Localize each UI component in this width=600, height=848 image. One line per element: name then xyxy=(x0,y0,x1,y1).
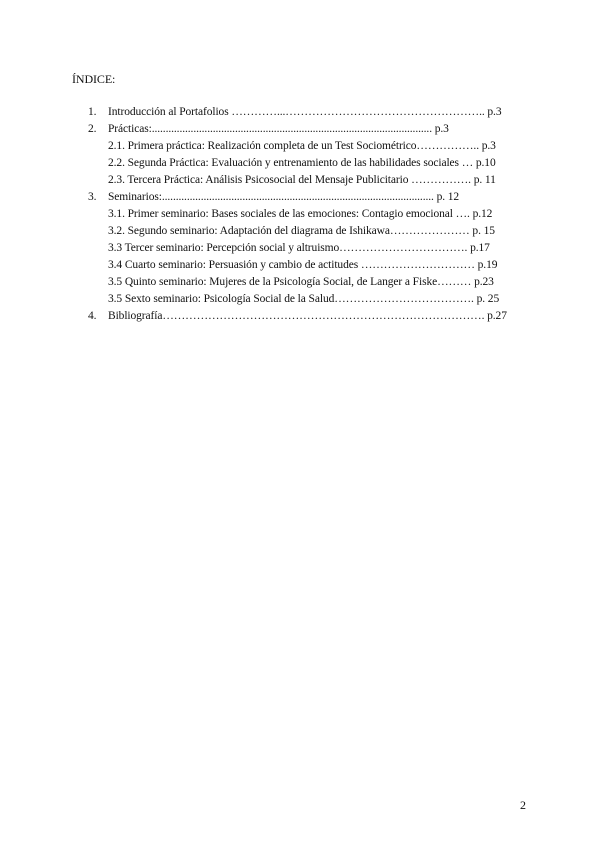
toc-subentry xyxy=(0,172,600,189)
toc-entry-text: Bibliografía…………………………………………………………………………. p.27 xyxy=(108,310,507,322)
toc-entry-number: 2. xyxy=(88,123,97,135)
toc-subentry xyxy=(0,291,600,308)
toc-subentry-text: 3.5 Quinto seminario: Mujeres de la Psicología Social, de Langer a Fiske……… p.23 xyxy=(108,276,494,288)
toc-subentry xyxy=(0,274,600,291)
toc-subentry-text: 2.3. Tercera Práctica: Análisis Psicosocial del Mensaje Publicitario ……………. p. 11 xyxy=(108,174,496,186)
toc-subentry-text: 3.3 Tercer seminario: Percepción social y altruismo……………………………. p.17 xyxy=(108,242,490,254)
index-heading: ÍNDICE: xyxy=(72,72,116,86)
toc-subentry xyxy=(0,155,600,172)
toc-subentry xyxy=(0,223,600,240)
toc-subentry-text: 3.4 Cuarto seminario: Persuasión y cambio de actitudes ………………………… p.19 xyxy=(108,259,498,271)
toc-subentry-text: 3.2. Segundo seminario: Adaptación del diagrama de Ishikawa………………… p. 15 xyxy=(108,225,495,237)
toc-entry-text: Prácticas:..................................................................................................... p.3 xyxy=(108,123,449,135)
page-number: 2 xyxy=(520,798,526,812)
toc-entry xyxy=(0,121,600,138)
toc-entry-number: 1. xyxy=(88,106,97,118)
toc-entry-number: 3. xyxy=(88,191,97,203)
toc-subentry xyxy=(0,240,600,257)
table-of-contents xyxy=(0,104,600,325)
toc-subentry-text: 3.5 Sexto seminario: Psicología Social de la Salud………………………………. p. 25 xyxy=(108,293,500,305)
toc-subentry xyxy=(0,257,600,274)
toc-subentry xyxy=(0,138,600,155)
toc-entry xyxy=(0,189,600,206)
toc-entry xyxy=(0,308,600,325)
toc-subentry-text: 2.2. Segunda Práctica: Evaluación y entrenamiento de las habilidades sociales … p.10 xyxy=(108,157,496,169)
toc-entry-text: Seminarios:.................................................................................................. p. 12 xyxy=(108,191,460,203)
toc-subentry xyxy=(0,206,600,223)
toc-entry-number: 4. xyxy=(88,310,97,322)
toc-entry xyxy=(0,104,600,121)
toc-subentry-text: 2.1. Primera práctica: Realización completa de un Test Sociométrico…………….. p.3 xyxy=(108,140,496,152)
toc-entry-text: Introducción al Portafolios …………...…………………………………………….. p.3 xyxy=(108,106,502,118)
toc-subentry-text: 3.1. Primer seminario: Bases sociales de las emociones: Contagio emocional …. p.12 xyxy=(108,208,493,220)
